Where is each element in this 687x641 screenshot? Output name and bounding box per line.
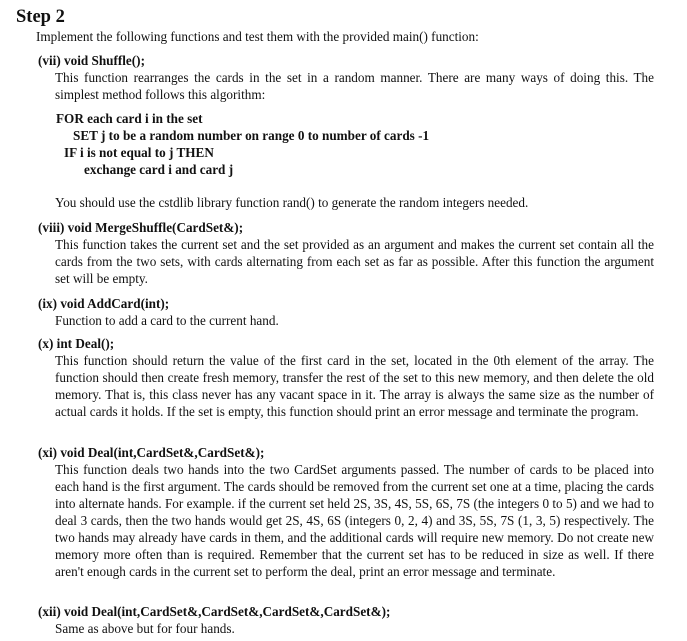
step-title: Step 2 (16, 7, 65, 27)
algorithm-line: SET j to be a random number on range 0 to number of cards -1 (73, 128, 430, 143)
algorithm-line: FOR each card i in the set (56, 111, 203, 126)
section-heading: (xi) void Deal(int,CardSet&,CardSet&); (38, 445, 265, 460)
section-deal-four-hands (38, 603, 654, 637)
algorithm-line: exchange card i and card j (84, 162, 234, 177)
section-deal-two-hands (38, 444, 654, 580)
section-add-card (38, 295, 654, 329)
section-body: Function to add a card to the current hand. (55, 313, 279, 328)
intro-text: Implement the following functions and test them with the provided main() function: (36, 29, 479, 44)
section-heading: (viii) void MergeShuffle(CardSet&); (38, 220, 244, 235)
section-heading: (x) int Deal(); (38, 336, 115, 351)
section-heading: (xii) void Deal(int,CardSet&,CardSet&,CardSet&,CardSet&); (38, 604, 391, 619)
section-body: This function deals two hands into the two CardSet arguments passed. The number of cards to be placed into each hand is the first argument. The cards should be removed from the current set one at a time, placing the cards into alternate hands. For example. if the current set held 2S, 3S, 4S, 5S, 6S, 7S (the integers 0 to 5) and we had to deal 3 cards, then the two hands would get 2S, 4S, 6S (integers 0, 2, 4) and 3S, 5S, 7S (1, 3, 5) respectively. The two hands may already have cards in them, and the additional cards will require new memory. Do not create new memory more often than is required. Remember that the current set has to be reduced in size as well. If there aren't enough cards in the current set to perform the deal, print an error message and terminate. (55, 462, 654, 579)
algorithm-line: IF i is not equal to j THEN (64, 145, 214, 160)
section-body: Same as above but for four hands. (55, 621, 235, 636)
section-deal (38, 335, 654, 420)
algorithm-block (56, 110, 429, 178)
section-body: This function rearranges the cards in the set in a random manner. There are many ways of doing this. The simplest method follows this algorithm: (55, 70, 654, 102)
section-shuffle (38, 52, 654, 103)
section-heading: (vii) void Shuffle(); (38, 53, 145, 68)
section-body: This function should return the value of the first card in the set, located in the 0th element of the array. The function should then create fresh memory, transfer the rest of the set to this new memory, and then delete the old memory. That is, this class never has any vacant space in it. The array is always the same size as the number of actual cards it holds. If the set is empty, this function should print an error message and terminate the program. (55, 353, 654, 419)
section-heading: (ix) void AddCard(int); (38, 296, 170, 311)
section-merge-shuffle (38, 219, 654, 287)
section-body: This function takes the current set and the set provided as an argument and makes the current set contain all the cards from the two sets, with cards alternating from each set as far as possible. After this function the argument set will be empty. (55, 237, 654, 286)
rand-note: You should use the cstdlib library function rand() to generate the random integers needed. (55, 195, 529, 210)
